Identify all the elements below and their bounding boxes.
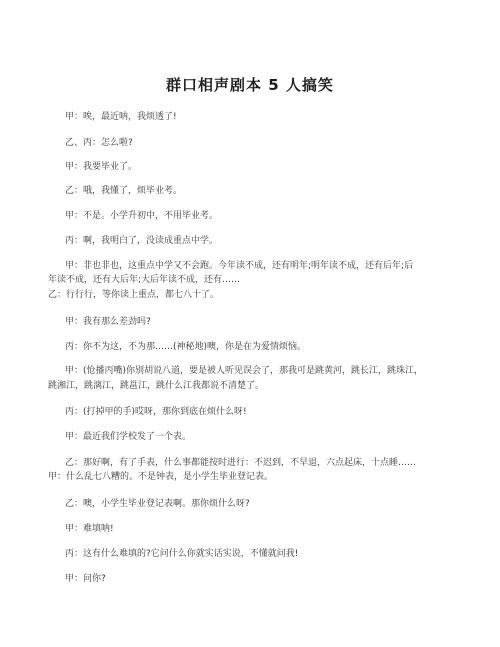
dialogue-line: 甲：不是。小学升初中，不用毕业考。: [65, 211, 219, 221]
dialogue-line: 甲：我有那么差劲吗?: [65, 317, 151, 327]
dialogue-line-continuation: 年读不成，还有大后年;大后年读不成，还有……: [48, 275, 241, 285]
dialogue-line: 甲：(怆播丙嘴)你别胡说八道，要是被人听见误会了，那我可是跳黄河，跳长江，跳珠江，: [65, 366, 424, 376]
dialogue-line: 甲：什么乱七八糟的。不是钟表，是小学生毕业登记表。: [48, 472, 274, 482]
dialogue-line-continuation: 跳湘江，跳漓江，跳邕江，跳什么江我都说不清楚了。: [48, 381, 265, 391]
dialogue-line: 甲：问你?: [65, 574, 106, 584]
dialogue-line: 甲：唉，最近呐，我烦透了!: [65, 112, 177, 122]
dialogue-line: 乙：噢，小学生毕业登记表啊。那你烦什么呀?: [65, 499, 250, 509]
dialogue-line: 乙：行行行，等你读上重点，都七八十了。: [48, 290, 220, 300]
document-title: 群口相声剧本 5 人搞笑: [166, 76, 334, 94]
dialogue-line: 丙：(打掉甲的手)哎呀，那你到底在烦什么呀!: [65, 407, 247, 417]
dialogue-line: 甲：难填呐!: [65, 524, 114, 534]
dialogue-line: 甲：非也非也，这重点中学又不会跑。今年读不成，还有明年;明年读不成，还有后年;后: [65, 261, 414, 271]
dialogue-line: 乙：那好啊，有了手表，什么事都能按时进行：不迟到，不早退，六点起床，十点睡……: [65, 458, 417, 468]
dialogue-line: 甲：最近我们学校发了一个表。: [65, 432, 192, 442]
dialogue-line: 丙：啊，我明白了，没读成重点中学。: [65, 236, 219, 246]
dialogue-line: 丙：你不为这，不为那……(神秘地)噢，你是在为爱情烦恼。: [65, 342, 307, 352]
dialogue-line: 乙、丙：怎么啦?: [65, 138, 133, 148]
dialogue-line: 丙：这有什么难填的?它问什么你就实话实说，不懂就问我!: [65, 549, 299, 559]
dialogue-line: 甲：我要毕业了。: [65, 162, 138, 172]
dialogue-line: 乙：哦，我懂了，烦毕业考。: [65, 186, 183, 196]
